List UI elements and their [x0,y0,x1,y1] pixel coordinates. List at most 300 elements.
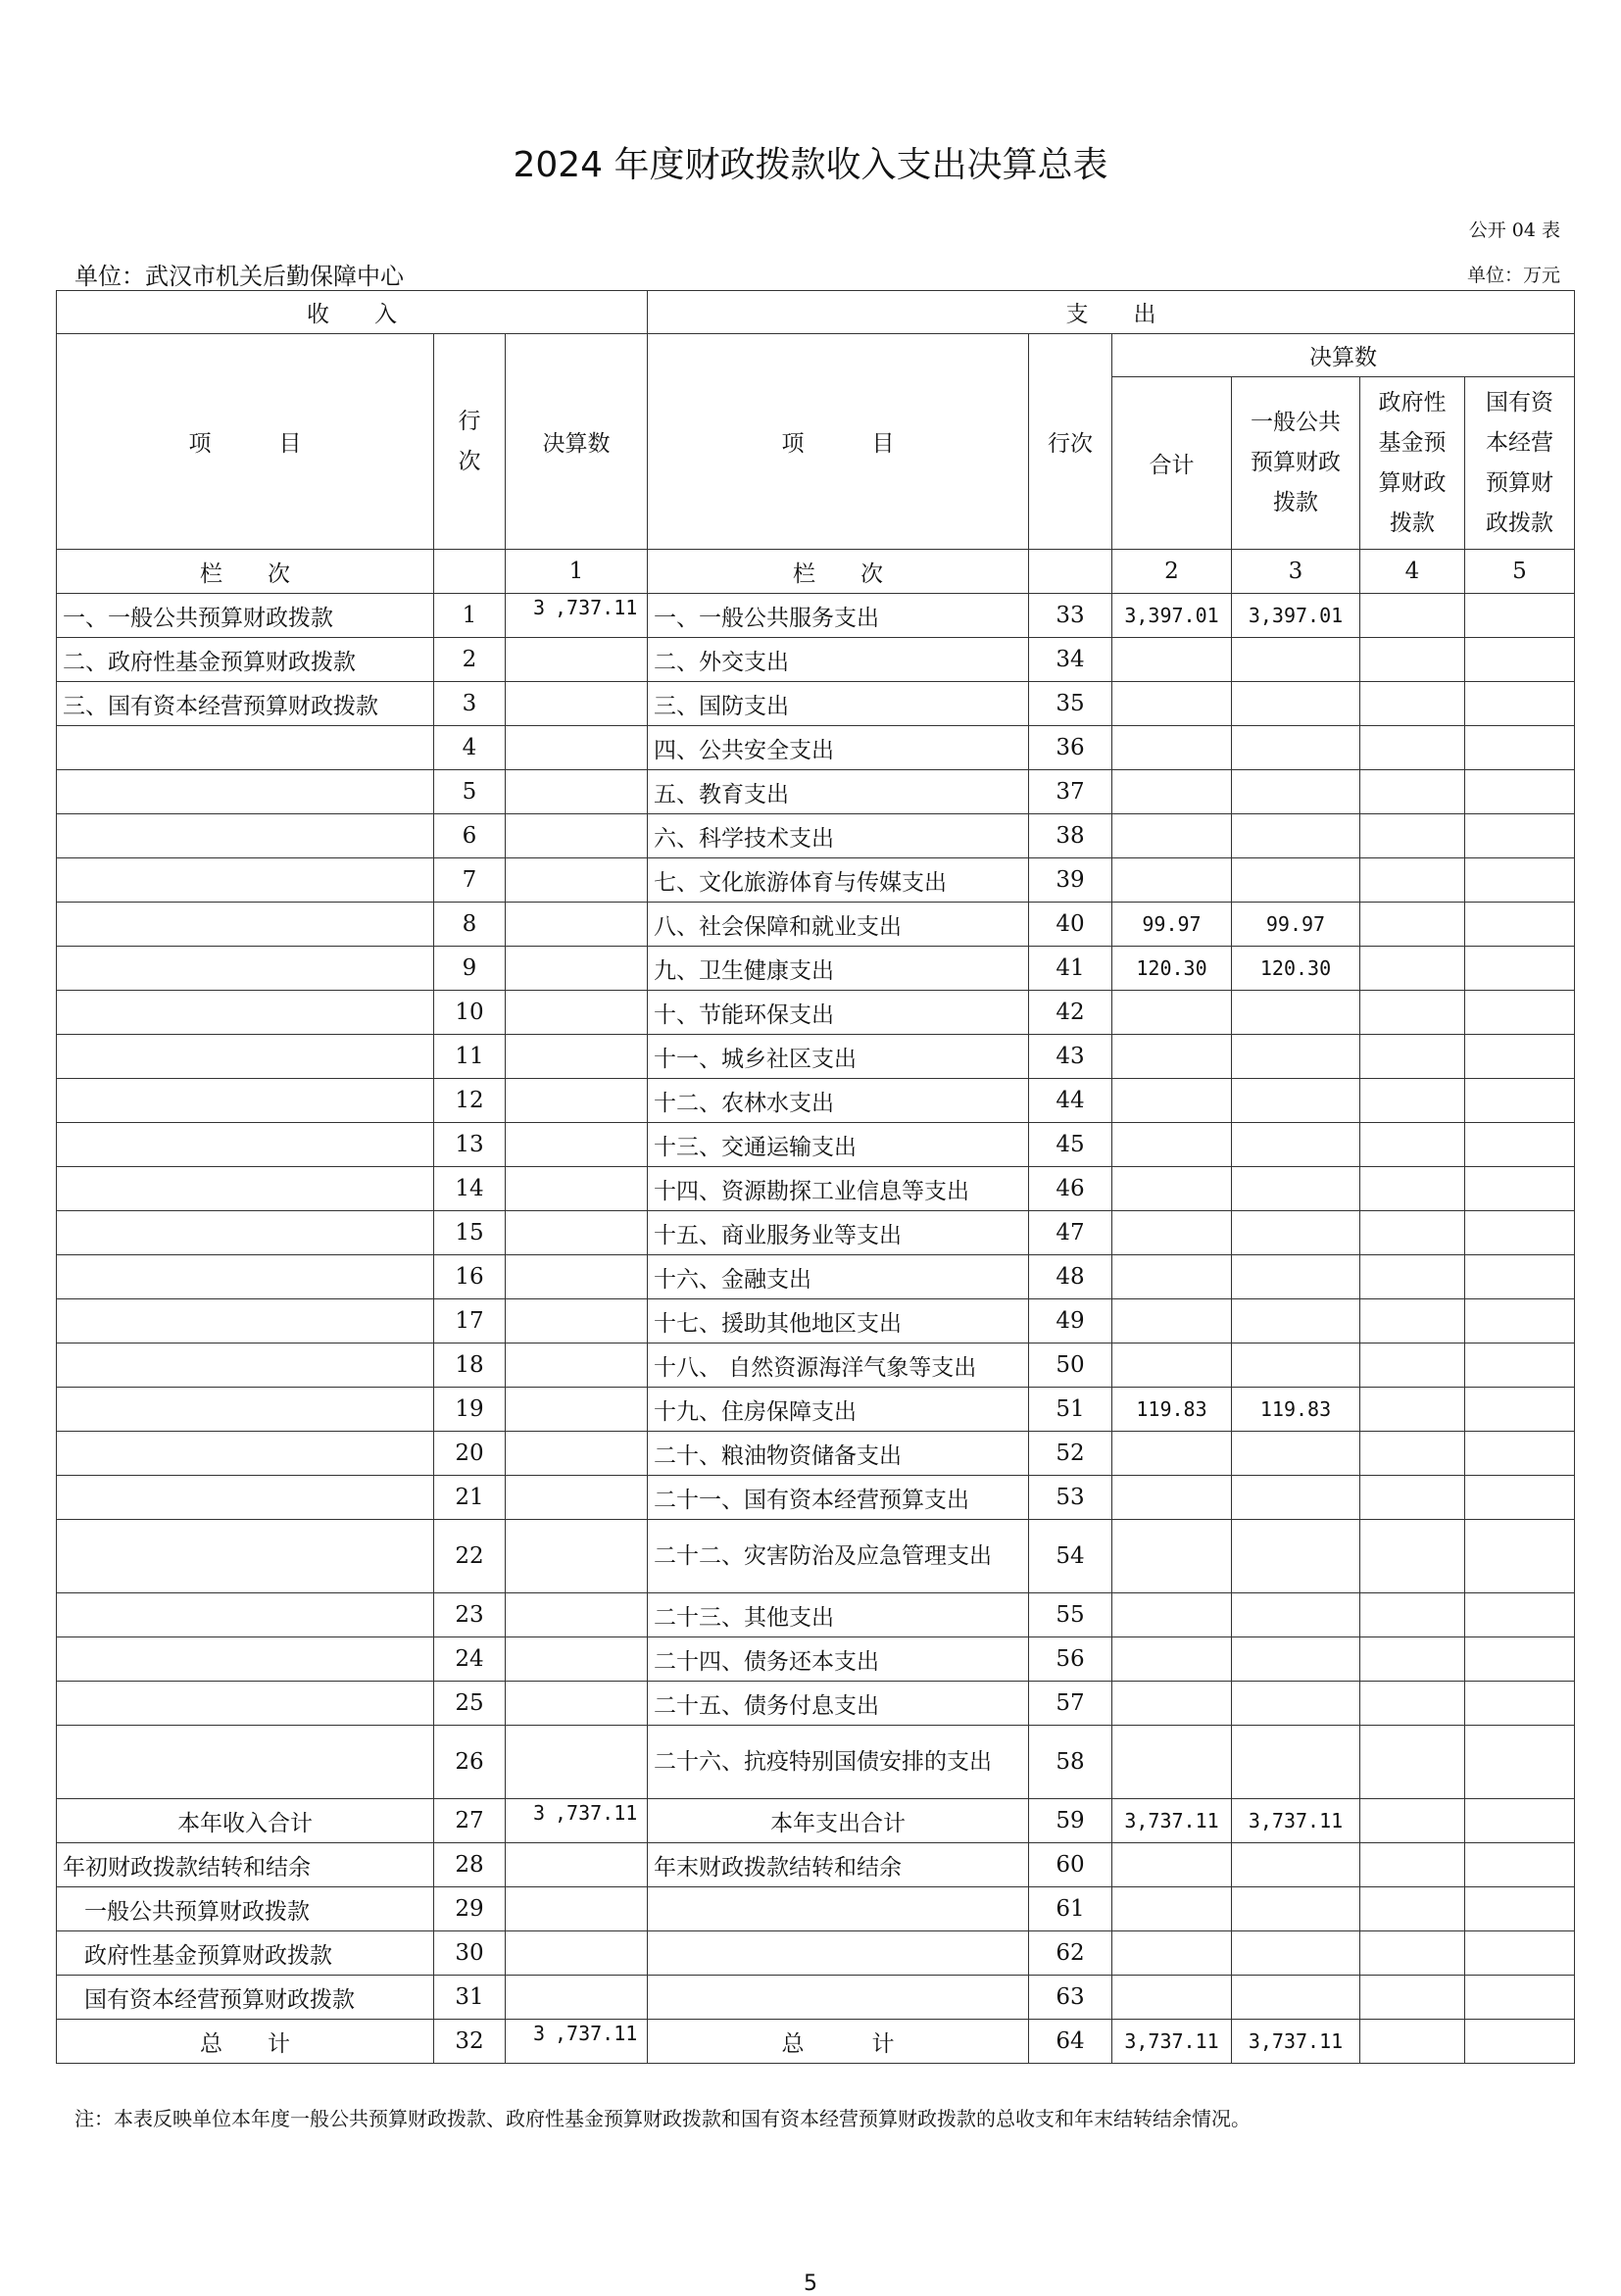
total-amount-cell [1112,1035,1232,1079]
income-amount-cell [506,1593,648,1637]
total-amount-cell [1112,1976,1232,2020]
general-public-amount-cell [1232,1079,1360,1123]
income-item-cell [57,1255,434,1299]
general-public-amount-cell: 99.97 [1232,903,1360,947]
header-line: 预算财政 [1251,450,1341,475]
income-row-no-cell: 8 [434,903,506,947]
income-item-cell [57,1682,434,1726]
income-row-no-cell: 11 [434,1035,506,1079]
income-amount-header: 决算数 [506,334,648,550]
general-public-amount-cell [1232,1211,1360,1255]
expense-item-cell: 二十二、灾害防治及应急管理支出 [648,1520,1029,1593]
gov-fund-amount-cell [1360,1388,1465,1432]
expense-item-cell: 四、公共安全支出 [648,726,1029,770]
header-line: 算财政 [1378,469,1447,496]
gov-fund-amount-cell [1360,1211,1465,1255]
income-amount-cell [506,1976,648,2020]
income-row-no-cell: 2 [434,638,506,682]
income-col-label: 栏 次 [57,550,434,594]
expense-col-label: 栏 次 [648,550,1029,594]
table-row [57,1887,1575,1931]
income-row-no-cell: 4 [434,726,506,770]
general-public-amount-cell [1232,1520,1360,1593]
income-row-no-cell: 22 [434,1520,506,1593]
expense-row-no-cell: 47 [1029,1211,1112,1255]
income-amount-cell [506,1476,648,1520]
expense-row-no-cell: 61 [1029,1887,1112,1931]
expense-row-no-cell: 51 [1029,1388,1112,1432]
table-row [57,1079,1575,1123]
income-amount-value [506,991,647,1034]
table-row [57,1123,1575,1167]
income-row-no-cell: 15 [434,1211,506,1255]
income-row-no-cell: 20 [434,1432,506,1476]
income-item-cell [57,1079,434,1123]
expense-row-no-cell: 39 [1029,858,1112,903]
income-amount-value [506,1726,647,1798]
unit-currency: 单位：万元 [1466,265,1560,286]
total-amount-cell: 3,737.11 [1112,1799,1232,1843]
general-public-amount-cell: 3,737.11 [1232,2020,1360,2064]
general-public-amount-cell [1232,1123,1360,1167]
income-amount-value [506,1843,647,1886]
empty-cell [1029,550,1112,594]
expense-item-cell: 三、国防支出 [648,682,1029,726]
general-public-amount-cell [1232,1299,1360,1343]
expense-item-header: 项 目 [648,334,1029,550]
expense-row-no-cell: 58 [1029,1726,1112,1799]
total-amount-cell [1112,991,1232,1035]
general-public-amount-cell [1232,770,1360,814]
footnote: 注：本表反映单位本年度一般公共预算财政拨款、政府性基金预算财政拨款和国有资本经营预算财政拨款的总收支和年末结转结余情况。 [74,2107,1251,2130]
income-amount-value [506,1255,647,1298]
state-capital-amount-cell [1465,1211,1575,1255]
col-index-2: 2 [1112,550,1232,594]
state-capital-amount-cell [1465,1167,1575,1211]
income-item-cell: 二、政府性基金预算财政拨款 [57,638,434,682]
total-amount-cell [1112,1432,1232,1476]
total-amount-cell [1112,1079,1232,1123]
total-amount-cell [1112,814,1232,858]
income-amount-cell [506,1167,648,1211]
gov-fund-amount-cell [1360,1255,1465,1299]
income-row-no-cell: 24 [434,1637,506,1682]
total-amount-cell [1112,1255,1232,1299]
state-capital-amount-cell [1465,903,1575,947]
total-amount-cell [1112,770,1232,814]
state-capital-amount-cell [1465,726,1575,770]
general-public-amount-cell [1232,814,1360,858]
state-capital-amount-cell [1465,1637,1575,1682]
state-capital-amount-cell [1465,947,1575,991]
expense-item-cell: 十、节能环保支出 [648,991,1029,1035]
gov-fund-amount-cell [1360,638,1465,682]
income-row-no-header [434,334,506,550]
income-amount-value [506,770,647,813]
general-public-amount-cell [1232,1167,1360,1211]
header-line: 本经营 [1486,429,1553,456]
state-capital-amount-cell [1465,1343,1575,1388]
income-item-cell [57,1476,434,1520]
general-public-amount-cell [1232,1035,1360,1079]
income-row-no-cell: 10 [434,991,506,1035]
total-amount-cell: 120.30 [1112,947,1232,991]
expense-item-cell: 五、教育支出 [648,770,1029,814]
income-item-cell [57,1520,434,1593]
total-amount-cell [1112,1520,1232,1593]
unit-name: 单位：武汉市机关后勤保障中心 [74,263,404,290]
income-row-no-cell: 29 [434,1887,506,1931]
header-line: 政府性 [1378,389,1447,415]
income-amount-value [506,1593,647,1637]
income-amount-part: ,737.11 [555,1801,638,1825]
income-amount-value [506,1123,647,1166]
income-amount-value [506,903,647,946]
expense-item-cell: 二、外交支出 [648,638,1029,682]
gov-fund-amount-cell [1360,991,1465,1035]
page-number: 5 [804,2272,817,2296]
income-amount-cell [506,1255,648,1299]
general-public-amount-cell [1232,1593,1360,1637]
expense-item-cell [648,1976,1029,2020]
income-amount-value [506,1887,647,1930]
general-public-amount-cell [1232,726,1360,770]
table-row [57,1432,1575,1476]
state-capital-amount-cell [1465,1476,1575,1520]
table-row [57,1799,1575,1843]
income-amount-value [506,814,647,857]
expense-item-cell: 一、一般公共服务支出 [648,594,1029,638]
income-amount-value [506,1299,647,1343]
table-code: 公开 04 表 [1468,220,1560,241]
table-row [57,858,1575,903]
col-index-5: 5 [1465,550,1575,594]
expense-item-cell: 十七、援助其他地区支出 [648,1299,1029,1343]
table-row [57,947,1575,991]
header-line: 拨款 [1390,510,1435,536]
income-item-header: 项 目 [57,334,434,550]
expense-item-cell: 二十五、债务付息支出 [648,1682,1029,1726]
income-amount-cell [506,1682,648,1726]
income-amount-cell [506,858,648,903]
income-item-cell [57,1123,434,1167]
gov-fund-amount-cell [1360,1682,1465,1726]
income-amount-cell [506,814,648,858]
income-amount-value [506,2020,647,2063]
expense-row-no-cell: 33 [1029,594,1112,638]
total-amount-cell: 119.83 [1112,1388,1232,1432]
income-amount-value [506,1682,647,1725]
income-item-cell [57,1726,434,1799]
income-row-no-cell: 5 [434,770,506,814]
total-amount-cell: 3,737.11 [1112,2020,1232,2064]
expense-section-header: 支 出 [648,291,1575,334]
income-amount-cell [506,991,648,1035]
gov-fund-amount-cell [1360,1476,1465,1520]
income-amount-cell [506,1887,648,1931]
total-amount-cell [1112,1211,1232,1255]
expense-row-no-cell: 44 [1029,1079,1112,1123]
expense-item-cell: 十二、农林水支出 [648,1079,1029,1123]
income-amount-cell [506,594,648,638]
total-amount-cell [1112,682,1232,726]
table-row [57,638,1575,682]
expense-row-no-cell: 40 [1029,903,1112,947]
general-public-amount-cell [1232,1682,1360,1726]
state-capital-amount-cell [1465,1799,1575,1843]
general-public-amount-cell [1232,1726,1360,1799]
expense-row-no-cell: 50 [1029,1343,1112,1388]
income-amount-value [506,1343,647,1387]
gov-fund-amount-cell [1360,947,1465,991]
gov-fund-amount-cell [1360,726,1465,770]
state-capital-amount-cell [1465,1887,1575,1931]
table-row [57,1211,1575,1255]
expense-item-cell: 十九、住房保障支出 [648,1388,1029,1432]
total-amount-cell [1112,726,1232,770]
income-row-no-cell: 3 [434,682,506,726]
row-no-header-line: 次 [458,448,481,474]
gov-fund-amount-cell [1360,1299,1465,1343]
income-amount-cell [506,1079,648,1123]
income-amount-value [506,1079,647,1122]
income-amount-cell [506,1123,648,1167]
gov-fund-amount-cell [1360,1976,1465,2020]
general-public-amount-cell [1232,991,1360,1035]
state-capital-amount-cell [1465,638,1575,682]
expense-row-no-cell: 35 [1029,682,1112,726]
state-capital-amount-cell [1465,1593,1575,1637]
gov-fund-amount-cell [1360,1726,1465,1799]
gov-fund-amount-cell [1360,814,1465,858]
expense-row-no-cell: 45 [1029,1123,1112,1167]
expense-item-cell: 二十四、债务还本支出 [648,1637,1029,1682]
expense-row-no-cell: 63 [1029,1976,1112,2020]
income-amount-value [506,594,647,637]
total-amount-cell [1112,1637,1232,1682]
income-item-cell [57,1035,434,1079]
income-amount-cell [506,1726,648,1799]
income-amount-part: 3 [533,596,546,619]
expense-item-cell: 二十一、国有资本经营预算支出 [648,1476,1029,1520]
header-line: 一般公共 [1251,410,1341,435]
table-row [57,991,1575,1035]
expense-item-cell: 十八、 自然资源海洋气象等支出 [648,1343,1029,1388]
expense-row-no-cell: 62 [1029,1931,1112,1976]
state-capital-amount-cell [1465,1079,1575,1123]
total-amount-cell [1112,858,1232,903]
gov-fund-header [1360,377,1465,550]
table-row [57,1255,1575,1299]
gov-fund-amount-cell [1360,1079,1465,1123]
expense-row-no-header: 行次 [1029,334,1112,550]
state-capital-amount-cell [1465,1726,1575,1799]
gov-fund-amount-cell [1360,1520,1465,1593]
expense-row-no-cell: 42 [1029,991,1112,1035]
state-capital-amount-cell [1465,991,1575,1035]
income-row-no-cell: 9 [434,947,506,991]
expense-item-cell: 九、卫生健康支出 [648,947,1029,991]
gov-fund-amount-cell [1360,1432,1465,1476]
expense-item-cell [648,1931,1029,1976]
income-amount-cell [506,1035,648,1079]
header-line: 国有资 [1486,389,1553,415]
page-title: 2024 年度财政拨款收入支出决算总表 [513,145,1108,185]
income-section-header: 收 入 [57,291,648,334]
total-amount-cell [1112,1476,1232,1520]
expense-item-cell: 年末财政拨款结转和结余 [648,1843,1029,1887]
table-row [57,1476,1575,1520]
income-amount-cell [506,770,648,814]
income-amount-value [506,1035,647,1078]
table-row [57,1593,1575,1637]
income-item-cell [57,858,434,903]
income-amount-cell [506,1637,648,1682]
income-amount-value [506,1167,647,1210]
gov-fund-amount-cell [1360,1637,1465,1682]
gov-fund-amount-cell [1360,682,1465,726]
total-amount-cell [1112,1887,1232,1931]
expense-row-no-cell: 41 [1029,947,1112,991]
table-row [57,1299,1575,1343]
header-row-group [57,334,1575,377]
income-amount-value [506,1976,647,2019]
income-row-no-cell: 32 [434,2020,506,2064]
expense-row-no-cell: 53 [1029,1476,1112,1520]
expense-row-no-cell: 52 [1029,1432,1112,1476]
income-item-cell [57,1299,434,1343]
income-row-no-cell: 7 [434,858,506,903]
state-capital-amount-cell [1465,1123,1575,1167]
expense-item-cell: 十一、城乡社区支出 [648,1035,1029,1079]
expense-row-no-cell: 43 [1029,1035,1112,1079]
table-row [57,814,1575,858]
table-row [57,1388,1575,1432]
col-index-1: 1 [506,550,648,594]
income-row-no-cell: 25 [434,1682,506,1726]
income-item-cell: 一般公共预算财政拨款 [57,1887,434,1931]
gov-fund-amount-cell [1360,1123,1465,1167]
expense-row-no-cell: 38 [1029,814,1112,858]
income-amount-value [506,1432,647,1475]
general-public-amount-cell [1232,1976,1360,2020]
header-line: 拨款 [1273,490,1318,515]
expense-row-no-cell: 60 [1029,1843,1112,1887]
income-item-cell [57,1637,434,1682]
expense-row-no-cell: 36 [1029,726,1112,770]
state-capital-amount-cell [1465,594,1575,638]
table-row [57,1726,1575,1799]
state-capital-amount-cell [1465,1299,1575,1343]
income-row-no-cell: 21 [434,1476,506,1520]
state-capital-amount-cell [1465,1843,1575,1887]
expense-row-no-cell: 57 [1029,1682,1112,1726]
gov-fund-amount-cell [1360,1931,1465,1976]
income-amount-cell [506,1388,648,1432]
income-amount-cell [506,638,648,682]
gov-fund-amount-cell [1360,770,1465,814]
header-line: 基金预 [1378,429,1447,456]
general-public-amount-cell [1232,1255,1360,1299]
general-public-amount-cell [1232,1343,1360,1388]
state-capital-amount-cell [1465,682,1575,726]
general-public-amount-cell [1232,638,1360,682]
income-amount-part: 3 [533,1801,546,1825]
table-row [57,1343,1575,1388]
income-amount-value [506,1931,647,1975]
table-row [57,1035,1575,1079]
expense-item-cell: 二十三、其他支出 [648,1593,1029,1637]
expense-item-cell: 二十六、抗疫特别国债安排的支出 [648,1726,1029,1799]
income-item-cell [57,903,434,947]
expense-item-cell: 十四、资源勘探工业信息等支出 [648,1167,1029,1211]
income-item-cell [57,947,434,991]
gov-fund-amount-cell [1360,858,1465,903]
total-amount-cell [1112,1931,1232,1976]
income-row-no-cell: 12 [434,1079,506,1123]
income-item-cell: 年初财政拨款结转和结余 [57,1843,434,1887]
gov-fund-amount-cell [1360,1593,1465,1637]
income-amount-part: 3 [533,2022,546,2045]
table-row [57,1520,1575,1593]
income-row-no-cell: 30 [434,1931,506,1976]
income-amount-value [506,1637,647,1681]
total-header: 合计 [1112,377,1232,550]
general-public-amount-cell [1232,1887,1360,1931]
gov-fund-amount-cell [1360,1167,1465,1211]
income-item-cell: 国有资本经营预算财政拨款 [57,1976,434,2020]
expense-item-cell [648,1887,1029,1931]
income-item-cell [57,1593,434,1637]
gov-fund-amount-cell [1360,1343,1465,1388]
income-row-no-cell: 31 [434,1976,506,2020]
general-public-amount-cell [1232,1843,1360,1887]
table-row [57,1976,1575,2020]
gov-fund-amount-cell [1360,1799,1465,1843]
table-row [57,594,1575,638]
budget-table [56,290,1575,2064]
income-item-cell [57,1211,434,1255]
state-capital-amount-cell [1465,1035,1575,1079]
income-amount-value [506,1211,647,1254]
expense-item-cell: 十三、交通运输支出 [648,1123,1029,1167]
total-amount-cell [1112,1343,1232,1388]
income-row-no-cell: 28 [434,1843,506,1887]
income-item-cell [57,726,434,770]
total-amount-cell [1112,1843,1232,1887]
income-item-cell: 总 计 [57,2020,434,2064]
state-capital-amount-cell [1465,1388,1575,1432]
expense-row-no-cell: 56 [1029,1637,1112,1682]
income-amount-cell [506,682,648,726]
empty-cell [434,550,506,594]
total-amount-cell: 3,397.01 [1112,594,1232,638]
income-amount-cell [506,1520,648,1593]
table-row [57,1931,1575,1976]
total-amount-cell [1112,1167,1232,1211]
income-amount-value [506,858,647,902]
income-row-no-cell: 1 [434,594,506,638]
header-line: 政拨款 [1486,510,1553,536]
income-amount-cell [506,903,648,947]
general-public-amount-cell: 120.30 [1232,947,1360,991]
income-amount-cell [506,1931,648,1976]
expense-item-cell: 二十、粮油物资储备支出 [648,1432,1029,1476]
header-line: 预算财 [1486,469,1553,496]
gov-fund-amount-cell [1360,1035,1465,1079]
general-public-amount-cell: 3,397.01 [1232,594,1360,638]
table-row [57,2020,1575,2064]
